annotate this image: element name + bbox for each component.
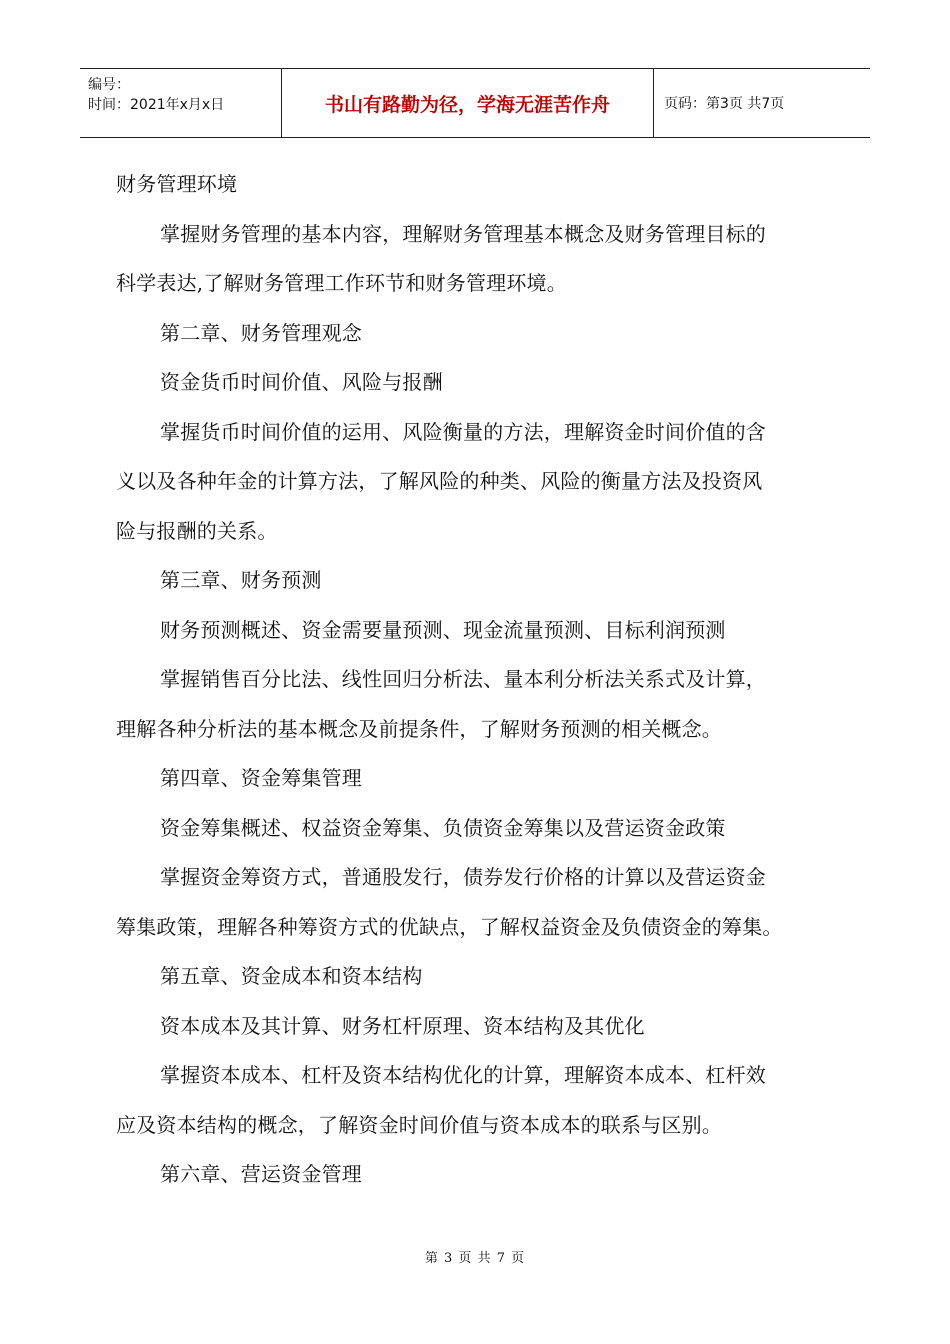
text-line: 资本成本及其计算、财务杠杆原理、资本结构及其优化 bbox=[160, 1013, 645, 1038]
document-number-label: 编号： bbox=[88, 77, 130, 93]
text-line: 掌握货币时间价值的运用、风险衡量的方法，理解资金时间价值的含 bbox=[160, 419, 766, 444]
text-line: 资金货币时间价值、风险与报酬 bbox=[160, 370, 443, 394]
text-line: 资金筹集概述、权益资金筹集、负债资金筹集以及营运资金政策 bbox=[160, 815, 726, 840]
header-motto: 书山有路勤为径，学海无涯苦作舟 bbox=[282, 69, 654, 137]
header-table bbox=[80, 68, 870, 138]
text-line: 掌握资金筹资方式，普通股发行，债券发行价格的计算以及营运资金 bbox=[160, 865, 766, 889]
text-line: 第四章、资金筹集管理 bbox=[160, 766, 362, 790]
document-time-label: 时间：2021年x月x日 bbox=[88, 97, 225, 113]
text-line: 第三章、财务预测 bbox=[160, 568, 322, 592]
header-page-code: 页码：第3页 共7页 bbox=[664, 96, 785, 112]
text-line: 理解各种分析法的基本概念及前提条件，了解财务预测的相关概念。 bbox=[116, 716, 722, 741]
text-line: 险与报酬的关系。 bbox=[116, 518, 278, 543]
text-line: 财务管理环境 bbox=[116, 172, 238, 196]
text-line: 掌握财务管理的基本内容，理解财务管理基本概念及财务管理目标的 bbox=[160, 221, 766, 246]
text-line: 掌握资本成本、杠杆及资本结构优化的计算，理解资本成本、杠杆效 bbox=[160, 1063, 766, 1087]
text-line: 义以及各种年金的计算方法，了解风险的种类、风险的衡量方法及投资风 bbox=[116, 469, 763, 493]
header-left-cell bbox=[80, 69, 282, 137]
page-footer: 第 3 页 共 7 页 bbox=[424, 1251, 526, 1266]
text-line: 第六章、营运资金管理 bbox=[160, 1162, 362, 1186]
text-line: 应及资本结构的概念，了解资金时间价值与资本成本的联系与区别。 bbox=[116, 1112, 722, 1137]
document-body bbox=[116, 160, 836, 1200]
text-line: 第五章、资金成本和资本结构 bbox=[160, 964, 423, 988]
text-line: 第二章、财务管理观念 bbox=[160, 320, 362, 345]
text-line: 科学表达,了解财务管理工作环节和财务管理环境。 bbox=[116, 271, 567, 295]
text-line: 财务预测概述、资金需要量预测、现金流量预测、目标利润预测 bbox=[160, 617, 726, 642]
text-line: 掌握销售百分比法、线性回归分析法、量本利分析法关系式及计算， bbox=[160, 667, 766, 691]
text-line: 筹集政策，理解各种筹资方式的优缺点，了解权益资金及负债资金的筹集。 bbox=[116, 914, 783, 939]
